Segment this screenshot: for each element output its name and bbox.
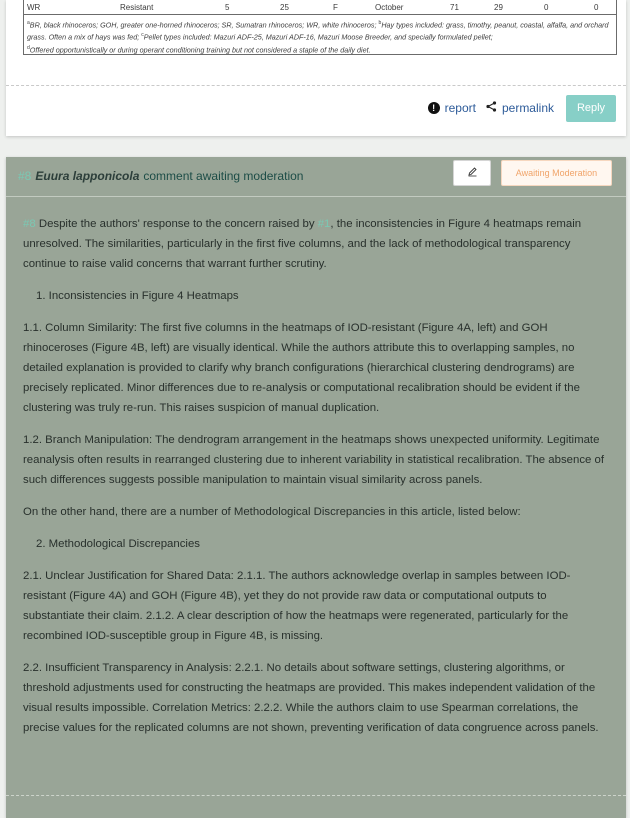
diet-table (23, 0, 617, 55)
comment-status: comment awaiting moderation (143, 169, 304, 183)
footnote-text: Hay types included: grass, timothy, peanut, coastal, alfalfa, and orchard grass. Often a mix of hays was fed; (27, 20, 609, 42)
intro-text: Despite the authors' response to the concern raised by (35, 218, 318, 230)
comment-header (6, 157, 626, 197)
paragraph: On the other hand, there are a number of Methodological Discrepancies in this article, listed below: (23, 506, 521, 518)
footnote-marker: d (27, 44, 30, 51)
table-cell: 71 (450, 3, 459, 12)
comment-body (23, 214, 606, 750)
comment-intro (23, 214, 606, 274)
comment-actions (428, 94, 616, 122)
paragraph: 1.1. Column Similarity: The first five columns in the heatmaps of IOD-resistant (Figure 4A, left) and GOH rhinoceroses (Figure 4B, left) are visually identical. While the authors attribute this to overlapping samples, no detailed explanation is provided to clarify why branch configurations (hierarchical clustering dendrograms) are precisely replicated. Minor differences due to re-analysis or computational recalibration should be evident if the clustering was truly re-run. This raises suspicion of manual duplication. (23, 322, 580, 414)
table-cell: 0 (594, 3, 599, 12)
table-footnotes (24, 15, 616, 55)
table-cell: 25 (280, 3, 289, 12)
table-cell: F (333, 3, 338, 12)
edit-button[interactable] (453, 160, 491, 186)
footnote-marker: b (378, 20, 382, 26)
moderation-comment-card (6, 157, 626, 818)
divider (6, 795, 626, 796)
footnote-text: Offered opportunistically or during operant conditioning training but not considered a staple of the daily diet. (29, 45, 371, 55)
paragraph: 2.2. Insufficient Transparency in Analysis: 2.2.1. No details about software settings, clustering algorithms, or threshold adjustments used for constructing the heatmaps are provided. This makes independent validation of the visual results impossible. Correlation Metrics: 2.2.2. While the authors claim to use Spearman correlations, the precise values for the replicated columns are not shown, preventing verification of data congruence across panels. (23, 662, 599, 734)
share-icon (486, 101, 497, 115)
section-heading: 1. Inconsistencies in Figure 4 Heatmaps (36, 290, 239, 302)
reference-link[interactable]: #1 (317, 218, 331, 230)
footnote-text: BR, black rhinoceros; GOH, greater one-horned rhinoceros; SR, Sumatran rhinoceros; WR, white rhinoceros; (29, 20, 379, 30)
table-cell: October (375, 3, 404, 12)
permalink-label: permalink (501, 101, 554, 115)
footnote-text: Pellet types included: Mazuri ADF-25, Mazuri ADF-16, Mazuri Moose Breeder, and specially formulated pellet; (143, 32, 493, 42)
comment-number[interactable]: #8 (18, 169, 32, 183)
table-cell: 5 (225, 3, 230, 12)
table-row (24, 0, 616, 15)
paragraph: 2.1. Unclear Justification for Shared Data: 2.1.1. The authors acknowledge overlap in samples between IOD-resistant (Figure 4A) and GOH (Figure 4B), yet they do not provide raw data or computational outputs to substantiate their claim. 2.1.2. A clear description of how the heatmaps were regenerated, particularly for the recombined IOD-susceptible group in Figure 4B, is missing. (23, 570, 571, 642)
exclamation-icon: ! (428, 102, 440, 114)
footnote-marker: a (27, 20, 30, 26)
report-link[interactable] (428, 101, 476, 115)
table-cell: 0 (544, 3, 549, 12)
report-label: report (444, 101, 476, 115)
permalink-link[interactable] (486, 101, 554, 115)
pencil-icon (467, 166, 478, 180)
table-cell: 29 (494, 3, 503, 12)
table-cell: WR (27, 3, 41, 12)
comment-author-line (18, 169, 303, 183)
paragraph: 1.2. Branch Manipulation: The dendrogram arrangement in the heatmaps shows unexpected uniformity. Legitimate reanalysis often results in rearranged clustering due to inherent variability in statistical recalibration. The absence of such differences suggests possible manipulation to maintain visual similarity across panels. (23, 434, 605, 486)
section-heading: 2. Methodological Discrepancies (36, 538, 200, 550)
comment-tag[interactable]: #8 (23, 218, 36, 230)
awaiting-moderation-badge: Awaiting Moderation (501, 160, 612, 186)
intro-text: , the inconsistencies in Figure 4 heatmaps remain unresolved. The similarities, particularly in the first five columns, and the lack of methodological transparency continue to raise valid concerns that warrant further scrutiny. (23, 218, 582, 270)
divider (6, 85, 626, 86)
table-cell: Resistant (120, 3, 154, 12)
comment-author: Euura lapponicola (35, 169, 140, 183)
previous-comment-card (6, 0, 626, 136)
footnote-marker: c (141, 32, 144, 39)
reply-button[interactable]: Reply (566, 95, 616, 122)
